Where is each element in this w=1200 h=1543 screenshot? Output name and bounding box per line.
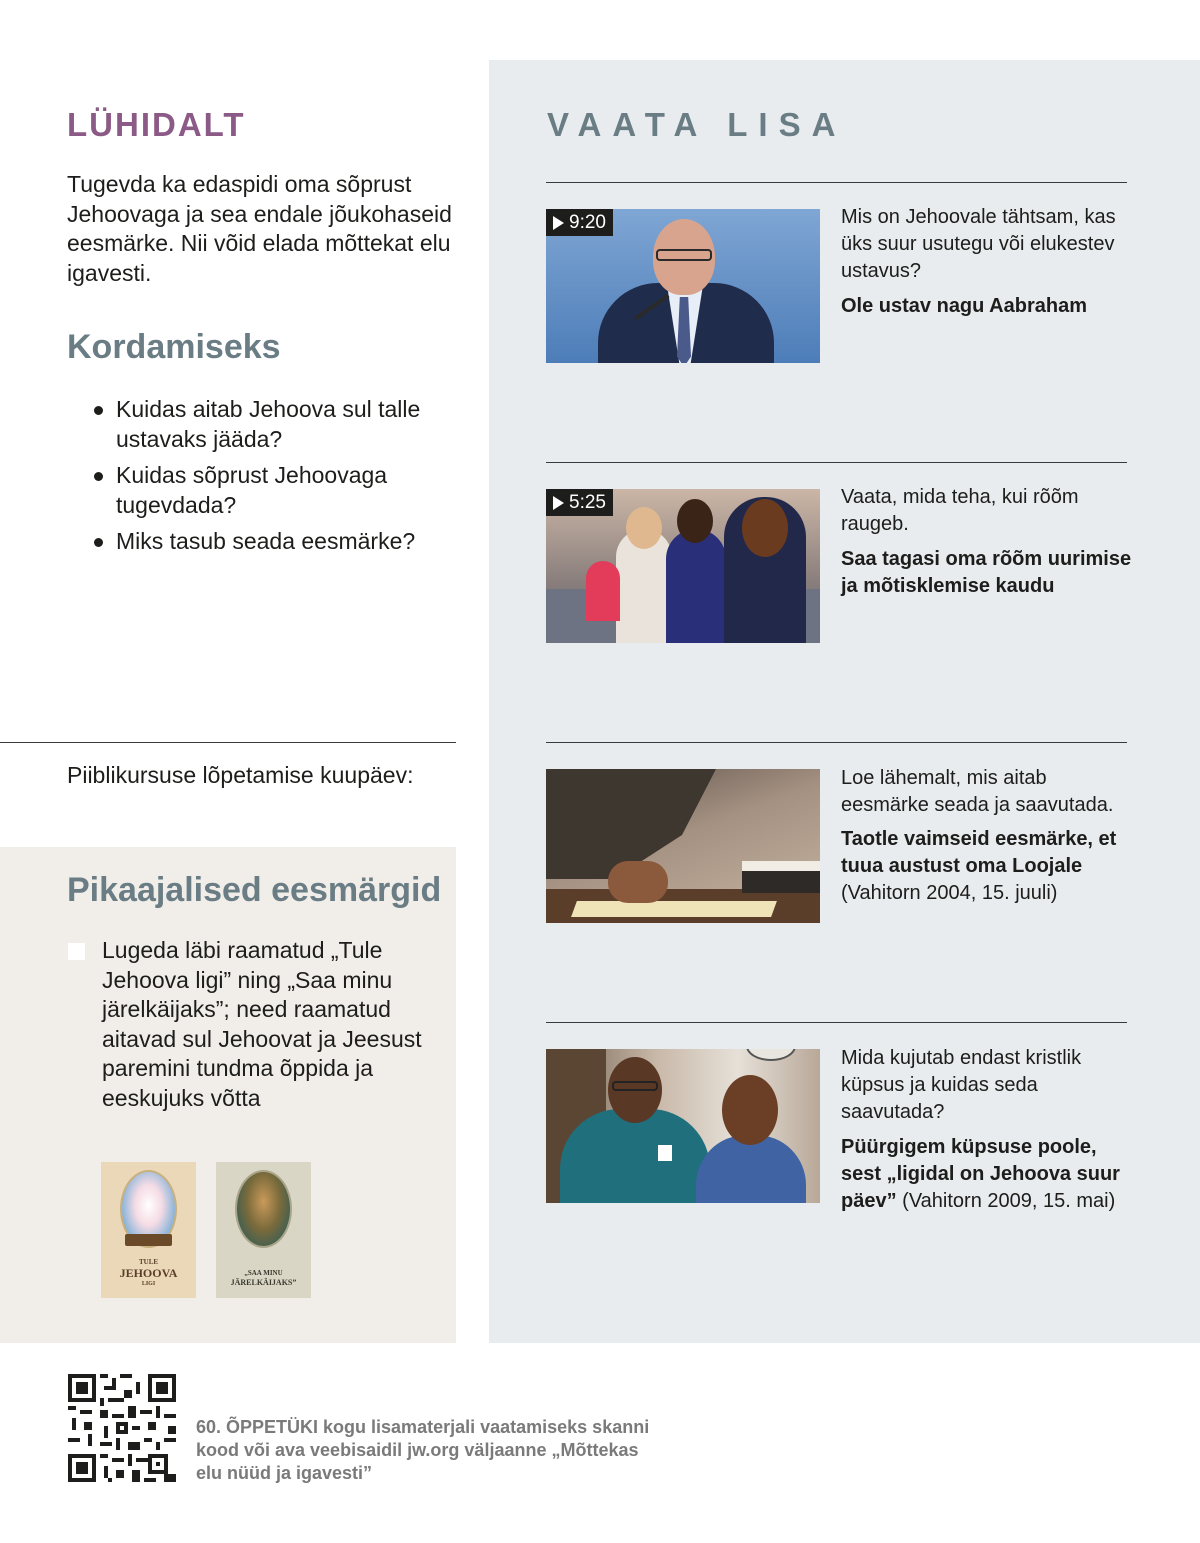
item-source: (Vahitorn 2004, 15. juuli)	[841, 882, 1058, 904]
goal-checkbox[interactable]	[68, 943, 85, 960]
summary-text: Tugevda ka edaspidi oma sõprust Jehoovaga ja sea endale jõukohaseid eesmärke. Nii võid elada mõttekat elu igavesti.	[67, 171, 452, 286]
divider	[546, 182, 1127, 183]
review-question: Kuidas sõprust Jehoovaga tugevdada?	[92, 461, 442, 520]
book-title-line: TULE	[138, 1258, 159, 1266]
book-title-line: JEHOOVA	[119, 1266, 178, 1280]
item-description: Mida kujutab endast kristlik küpsus ja kuidas seda saavutada?	[841, 1047, 1082, 1123]
video-duration: 9:20	[569, 212, 606, 233]
qr-code-icon[interactable]	[68, 1374, 176, 1482]
see-also-title: VAATA LISA	[547, 106, 847, 143]
item-link-title[interactable]	[841, 1134, 1136, 1215]
video-thumbnail[interactable]	[546, 489, 820, 643]
video-duration: 5:25	[569, 492, 606, 513]
item-description: Vaata, mida teha, kui rõõm raugeb.	[841, 486, 1079, 535]
book-cover-art	[235, 1170, 292, 1248]
review-title: Kordamiseks	[67, 328, 281, 366]
video-thumbnail[interactable]	[546, 209, 820, 363]
item-description: Mis on Jehoovale tähtsam, kas üks suur usutegu või elukestev ustavus?	[841, 206, 1116, 282]
book-cover-tule-jehoova-ligi[interactable]	[101, 1162, 196, 1298]
item-link-title[interactable]	[841, 293, 1136, 320]
divider	[546, 462, 1127, 463]
goal-text: Lugeda läbi raamatud „Tule Jehoova ligi” ning „Saa minu järelkäijaks”; need raamatud aitavad sul Jehoovat ja Jeesust paremini tundma õppida ja eeskujuks võtta	[102, 937, 422, 1111]
clock-icon	[746, 1049, 796, 1061]
item-link-title[interactable]	[841, 826, 1136, 907]
item-description: Loe lähemalt, mis aitab eesmärke seada ja saavutada.	[841, 767, 1114, 816]
divider	[546, 1022, 1127, 1023]
summary-title: LÜHIDALT	[67, 106, 246, 143]
open-book-icon	[125, 1234, 172, 1246]
video-duration-badge[interactable]	[546, 209, 613, 236]
book-title-line: „SAA MINU	[244, 1269, 283, 1277]
book-cover-saa-minu-jarelkaijaks[interactable]	[216, 1162, 311, 1298]
footer-text: 60. ÕPPETÜKI kogu lisamaterjali vaatamiseks skanni kood või ava veebisaidil jw.org väljaanne „Mõttekas elu nüüd ja igavesti”	[196, 1417, 650, 1483]
play-icon	[553, 216, 564, 230]
long-term-goals-title: Pikaajalised eesmärgid	[67, 871, 442, 909]
book-title-line: LIGI	[141, 1281, 156, 1287]
item-link-text[interactable]: Püürgigem küpsuse poole, sest „ligidal on Jehoova suur päev”	[841, 1136, 1120, 1212]
finish-date-label: Piiblikursuse lõpetamise kuupäev:	[67, 762, 414, 788]
review-list	[92, 395, 442, 564]
review-question: Miks tasub seada eesmärke?	[92, 527, 442, 557]
video-duration-badge[interactable]	[546, 489, 613, 516]
article-thumbnail[interactable]	[546, 1049, 820, 1203]
item-link-title[interactable]	[841, 546, 1136, 600]
divider	[546, 742, 1127, 743]
play-icon	[553, 496, 564, 510]
item-link-text[interactable]: Saa tagasi oma rõõm uurimise ja mõtisklemise kaudu	[841, 548, 1132, 597]
book-title-line: JÄRELKÄIJAKS”	[230, 1278, 297, 1287]
item-link-text[interactable]: Ole ustav nagu Aabraham	[841, 295, 1087, 317]
item-source: (Vahitorn 2009, 15. mai)	[902, 1190, 1116, 1212]
article-thumbnail[interactable]	[546, 769, 820, 923]
divider	[0, 742, 456, 743]
item-link-text[interactable]: Taotle vaimseid eesmärke, et tuua austust oma Loojale	[841, 828, 1117, 877]
review-question: Kuidas aitab Jehoova sul talle ustavaks jääda?	[92, 395, 442, 454]
